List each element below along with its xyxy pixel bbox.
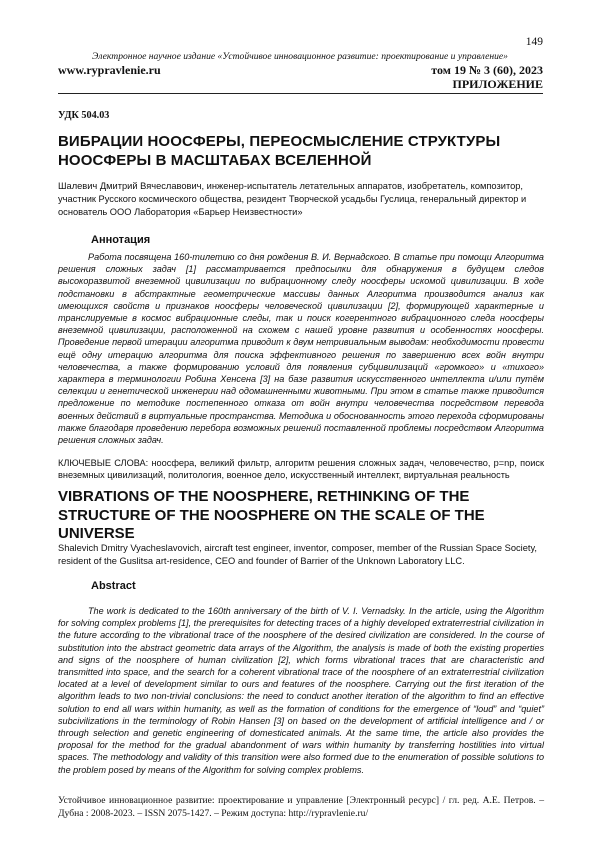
author-info-en: Shalevich Dmitry Vyacheslavovich, aircraft test engineer, inventor, composer, member of the Russian Space Society, resident of the Guslitsa art-residence, CEO and founder of Barrier of the Unknown Laboratory LLC. (58, 543, 538, 566)
issue-number: том 19 № 3 (60), 2023 (431, 63, 543, 77)
journal-name: Электронное научное издание «Устойчивое инновационное развитие: проектирование и управление» (92, 51, 508, 62)
author-info-ru: Шалевич Дмитрий Вячеславович, инженер-испытатель летательных аппаратов, изобретатель, композитор, участник Русского космического общества, резидент Творческой усадьбы Гуслица, генеральный директор и основатель ООО Лаборатория «Барьер Неизвестности» (58, 181, 527, 217)
site-link[interactable]: www.rypravlenie.ru (58, 63, 161, 77)
citation-footer: Устойчивое инновационное развитие: проектирование и управление [Электронный ресурс] / гл. ред. А.Е. Петров. – Дубна : 2008-2023. – ISSN 2075-1427. – Режим доступа: http://rypravlenie.ru/ (58, 795, 544, 819)
abstract-ru: Работа посвящена 160-тилетию со дня рождения В. И. Вернадского. В статье при помощи Алгоритма решения сложных задач [1] рассматривается предпосылки для обнаружения в будущем следов высокоразвитой внеземной цивилизации по вибрационному следу ноосферы искомой цивилизации. В ходе подстановки в абстрактные геометрические массивы данных Алгоритма производится анализ как имеющихся свойств и признаков ноосферы человеческой цивилизации [2], формирующей характерные и транслируемые в космос вибрационные следы, так и поиск когерентного вибрационного следа ноосферы внеземной цивилизации, расположенной на схожем с нашей уровне развития и особенностях ноосферы. Проведение первой итерации алгоритма приводит к двум нетривиальным выводам: необходимости провести ещё одну итерацию алгоритма для поиска эффективного решения по завершению всех войн внутри человечества, а также формированию условий для появления субцивилизаций «громкого» и «тихого» характера в терминологии Робина Хенсена [3] на базе развития искусственного интеллекта и/или путём селекции и генетической инженерии над одомашненными животными. При этом в статье также приводится предложение по методике постепенного отказа от войн внутри человечества посредством перевода военных действий в виртуальные пространства. Методика и обоснованность этого перехода сформированы также благодаря проведению перебора возможных решений поставленной проблемы посредством Алгоритма решения сложных задач. (58, 252, 544, 446)
abstract-heading-ru: Аннотация (91, 234, 151, 246)
abstract-heading-en: Abstract (91, 580, 136, 592)
keywords-ru: КЛЮЧЕВЫЕ СЛОВА: ноосфера, великий фильтр, алгоритм решения сложных задач, человечество, p=np, поиск внеземных цивилизаций, политология, военное дело, искусственный интеллект, виртуальная реальность (58, 458, 544, 481)
udk-code: УДК 504.03 (58, 110, 110, 121)
article-title-en: VIBRATIONS OF THE NOOSPHERE, RETHINKING OF THE STRUCTURE OF THE NOOSPHERE ON THE SCALE OF THE UNIVERSE (58, 488, 485, 542)
article-title-ru: ВИБРАЦИИ НООСФЕРЫ, ПЕРЕОСМЫСЛЕНИЕ СТРУКТУРЫ НООСФЕРЫ В МАСШТАБАХ ВСЕЛЕННОЙ (58, 133, 501, 169)
abstract-en: The work is dedicated to the 160th anniversary of the birth of V. I. Vernadsky. In the article, using the Algorithm for solving complex problems [1], the prerequisites for detecting traces of a highly developed extraterrestrial civilization in the future according to the vibrational trace of the noosphere of the desired civilization are considered. In the course of substitution into the abstract geometric data arrays of the Algorithm, the analysis is made of both the existing properties and signs of the noosphere of human civilization [2], which forms vibrational traces that are characteristic and transmitted into space, and the search for a coherent vibrational trace of the noosphere of an extraterrestrial civilization located at a level of development similar to ours and features of the noosphere. Carrying out the first iteration of the algorithm leads to two non-trivial conclusions: the need to conduct another iteration of the algorithm to find an effective solution to end all wars within humanity, as well as the formation of conditions for the emergence of “loud” and “quiet” subcivilizations in the terminology of Robin Hansen [3] on based on the development of artificial intelligence and / or through selection and genetic engineering of domesticated animals. At the same time, the article also provides the proposal for the method for the gradual abandonment of wars within humanity by transferring hostilities into virtual spaces. The methodology and validity of this transition were also formed due to the enumeration of possible solutions to the problem posed by means of the Algorithm for solving complex problems. (58, 606, 544, 775)
page-number: 149 (525, 36, 543, 48)
issue-info (431, 63, 543, 91)
section-label: ПРИЛОЖЕНИЕ (452, 77, 543, 91)
header-divider (58, 93, 543, 94)
